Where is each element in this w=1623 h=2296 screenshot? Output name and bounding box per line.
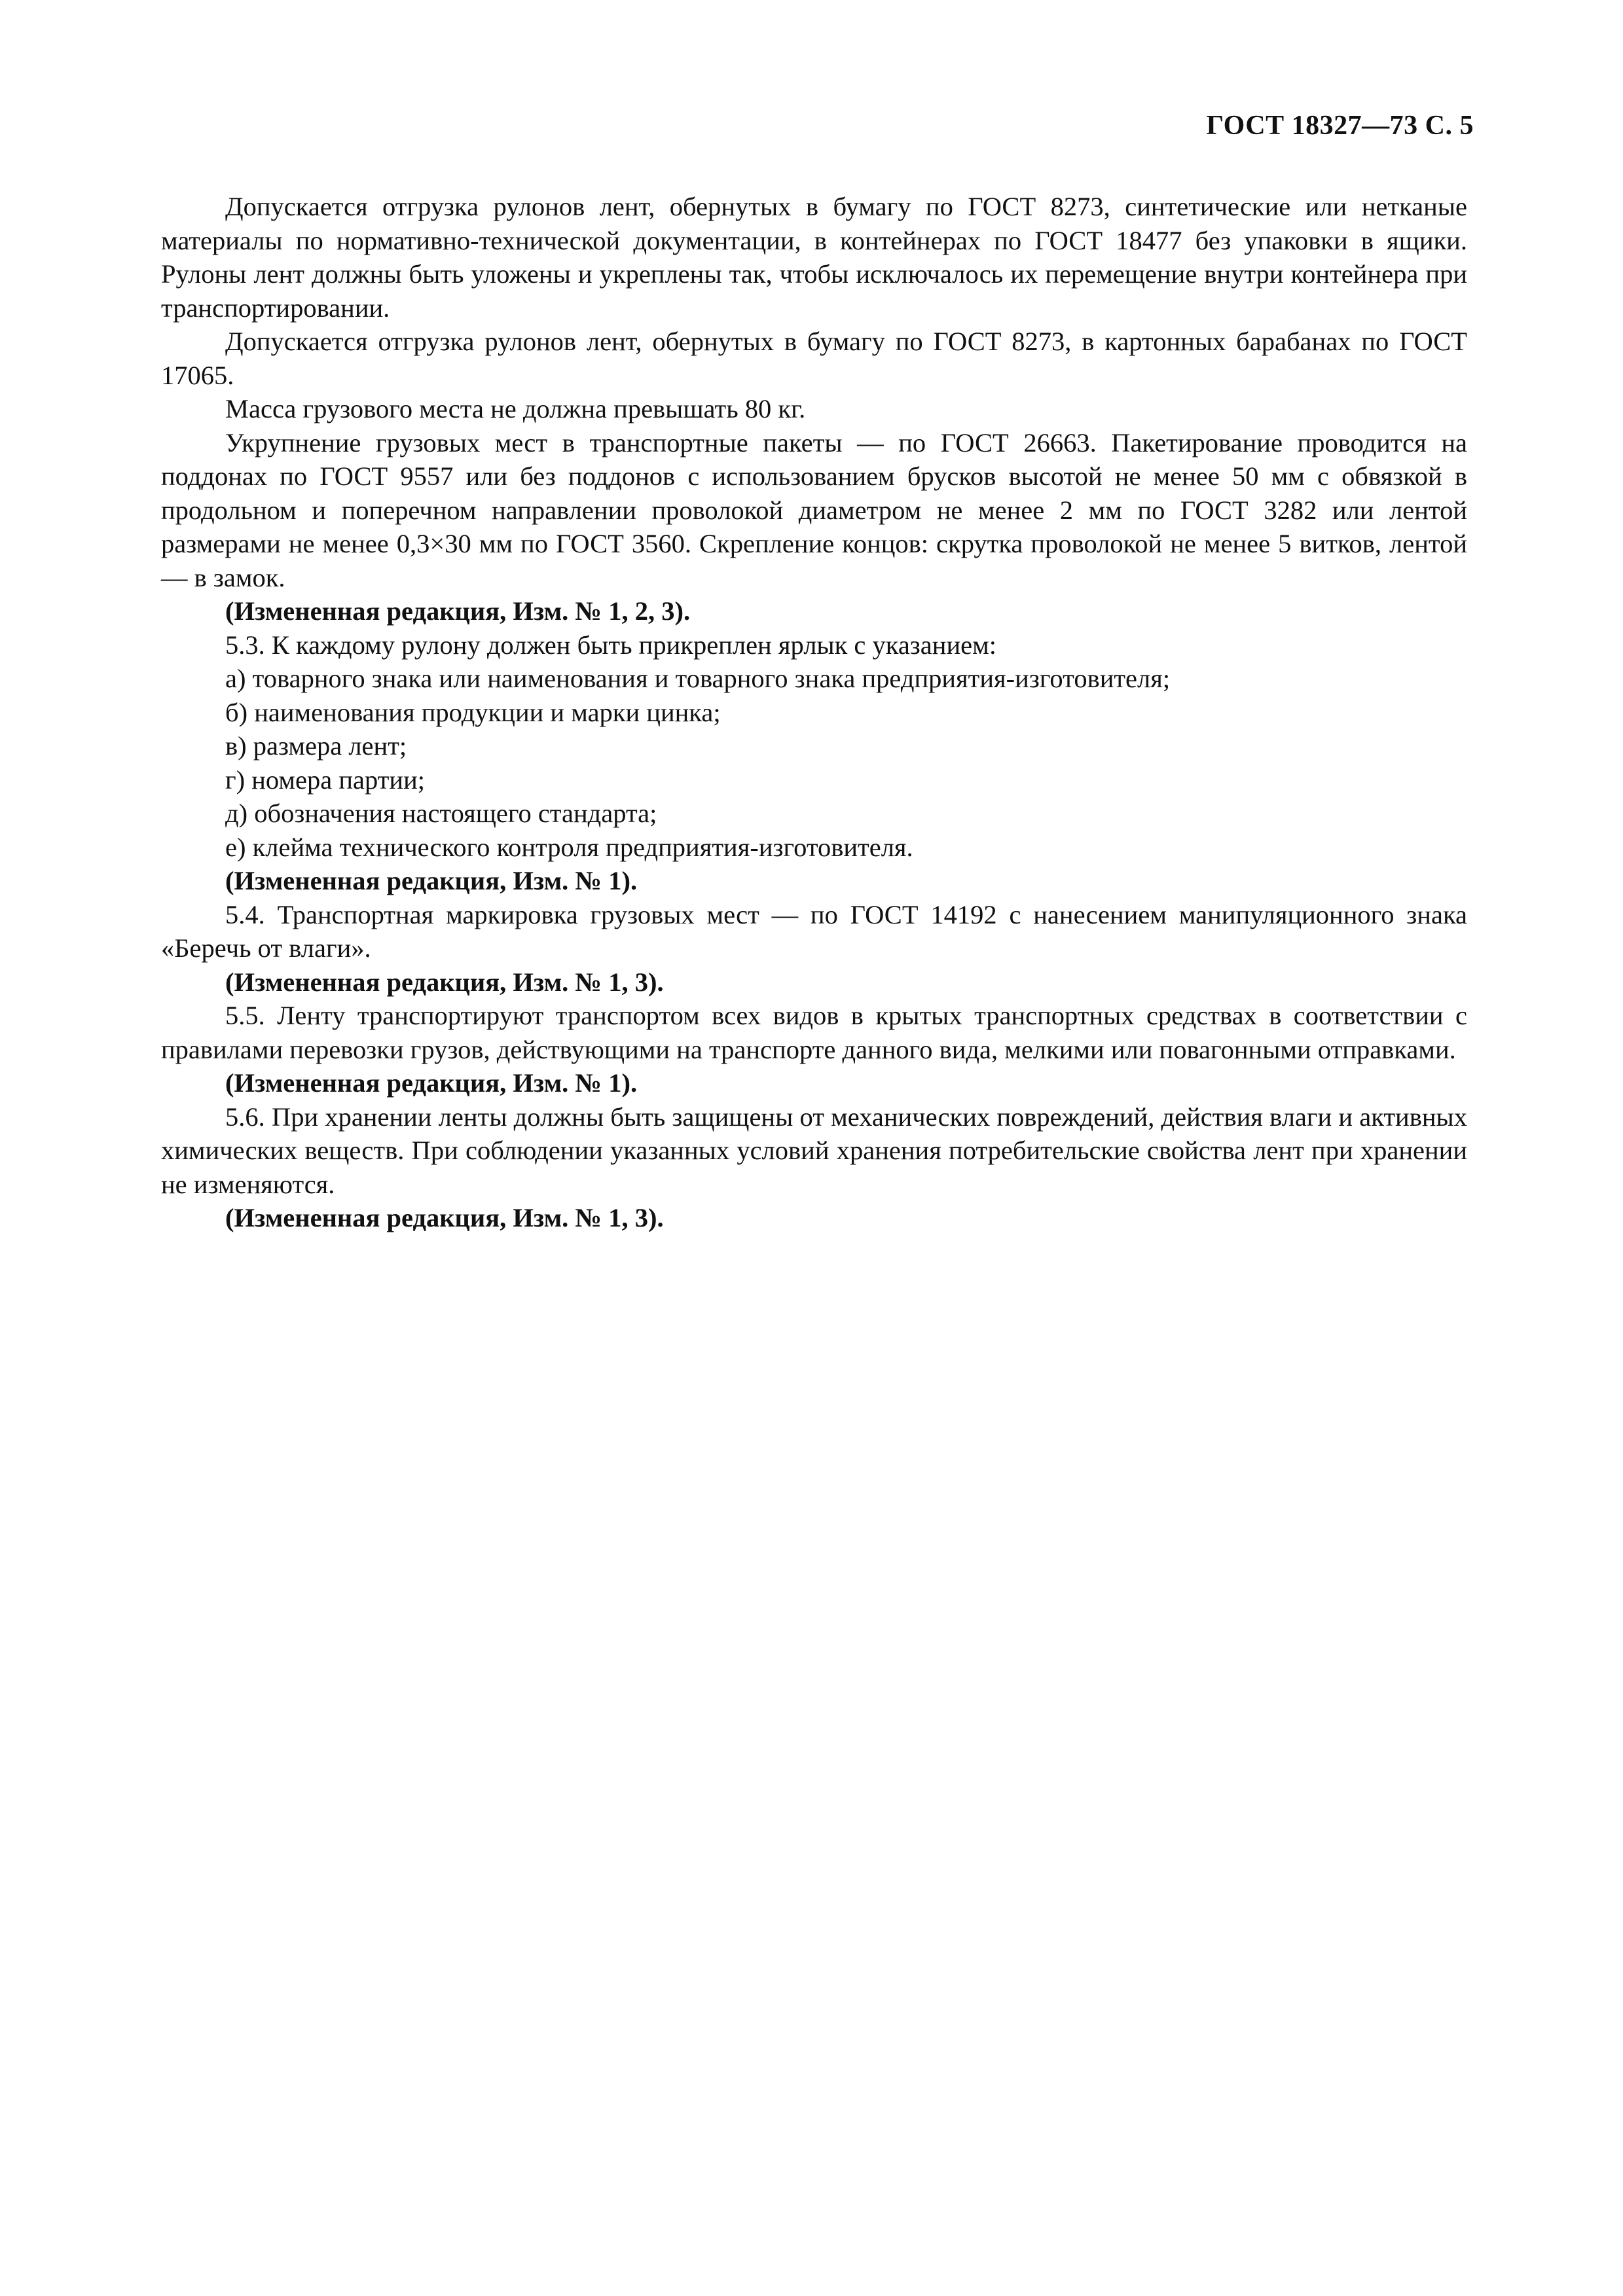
paragraph-cargo-mass: Масса грузового места не должна превышать 80 кг. [225,394,806,423]
amendment-note: (Измененная редакция, Изм. № 1). [225,1068,638,1098]
amendment-note: (Измененная редакция, Изм. № 1, 3). [225,967,664,997]
paragraph-cardboard-drums: Допускается отгрузка рулонов лент, обернутых в бумагу по ГОСТ 8273, в картонных барабанах по ГОСТ 17065. [161,327,1467,390]
amendment-note: (Измененная редакция, Изм. № 1, 3). [225,1203,664,1232]
list-item-e: е) клейма технического контроля предприятия-изготовителя. [225,832,913,862]
list-item-a: а) товарного знака или наименования и товарного знака предприятия-изготовителя; [225,664,1171,693]
section-5-4: 5.4. Транспортная маркировка грузовых мест — по ГОСТ 14192 с нанесением манипуляционного знака «Беречь от влаги». [161,899,1467,963]
section-5-5: 5.5. Ленту транспортируют транспортом всех видов в крытых транспортных средствах в соответствии с правилами перевозки грузов, действующими на транспорте данного вида, мелкими или повагонными отправками. [161,1001,1467,1064]
list-item-g: г) номера партии; [225,764,425,795]
paragraph-packaging: Укрупнение грузовых мест в транспортные пакеты — по ГОСТ 26663. Пакетирование проводится на поддонах по ГОСТ 9557 или без поддонов с использованием брусков высотой не менее 50 мм с обвязкой в продольном и поперечном направлении проволокой диаметром не менее 2 мм по ГОСТ 3282 или лентой размерами не менее 0,3×30 мм по ГОСТ 3560. Скрепление концов: скрутка проволокой не менее 5 витков, лентой — в замок. [161,427,1467,592]
list-item-b: б) наименования продукции и марки цинка; [225,697,721,727]
section-5-3: 5.3. К каждому рулону должен быть прикреплен ярлык с указанием: [225,630,996,660]
paragraph-container-shipment: Допускается отгрузка рулонов лент, обернутых в бумагу по ГОСТ 8273, синтетические или нетканые материалы по нормативно-технической документации, в контейнерах по ГОСТ 18477 без упаковки в ящики. Рулоны лент должны быть уложены и укреплены так, чтобы исключалось их перемещение внутри контейнера при транспортировании. [161,192,1467,323]
page-header: ГОСТ 18327—73 С. 5 [1206,111,1474,141]
amendment-note: (Измененная редакция, Изм. № 1, 2, 3). [225,596,691,626]
amendment-note: (Измененная редакция, Изм. № 1). [225,866,638,895]
document-body [161,190,1467,1235]
list-item-d: д) обозначения настоящего стандарта; [225,798,657,828]
list-item-v: в) размера лент; [225,731,407,761]
section-5-6: 5.6. При хранении ленты должны быть защищены от механических повреждений, действия влаги и активных химических веществ. При соблюдении указанных условий хранения потребительские свойства лент при хранении не изменяются. [161,1102,1467,1199]
